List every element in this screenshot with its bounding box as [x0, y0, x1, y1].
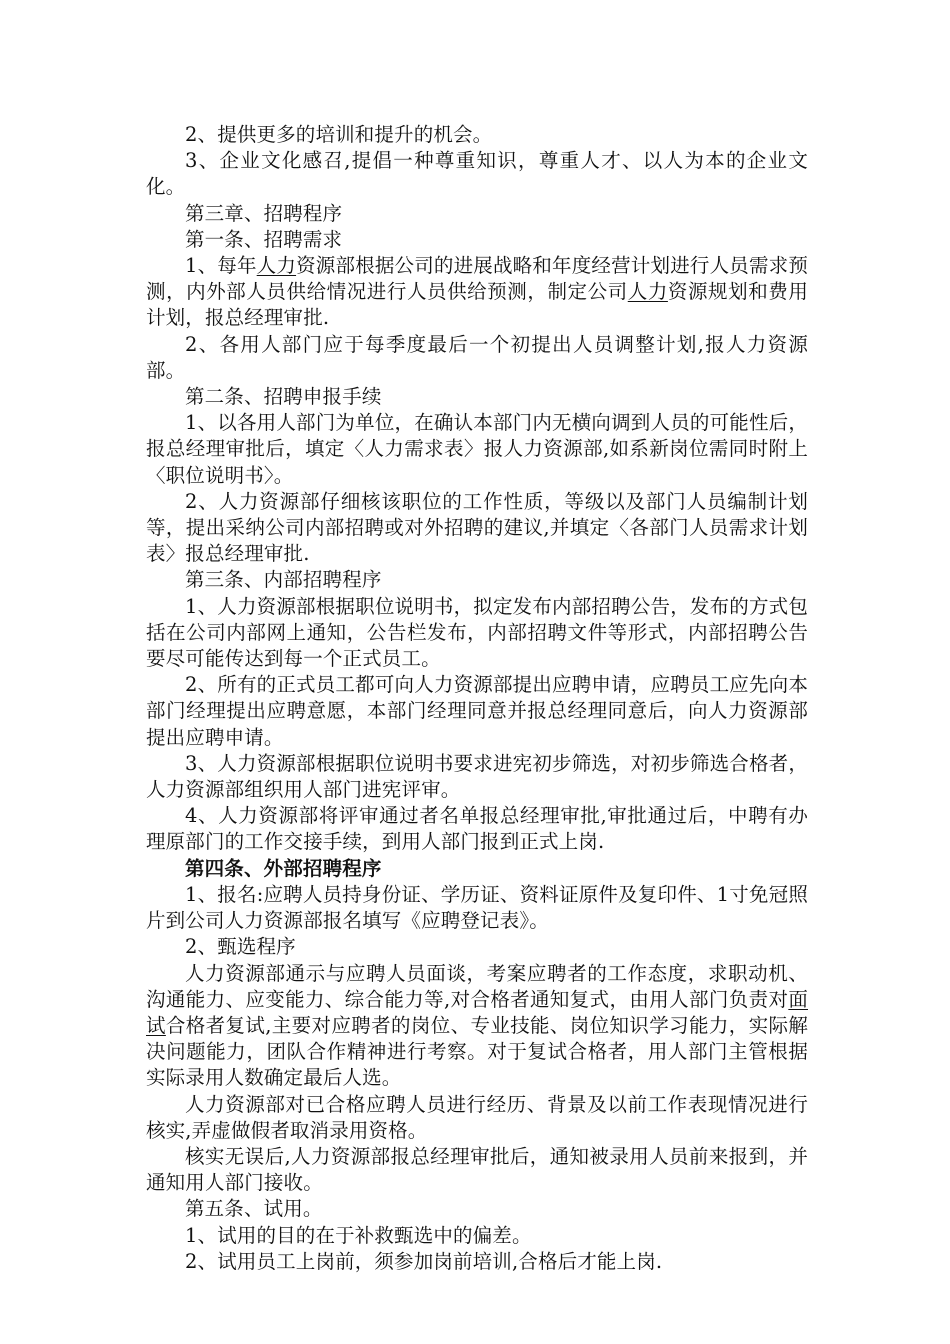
document-paragraph: [146, 882, 808, 934]
document-paragraph: [146, 201, 808, 227]
document-paragraph: [146, 122, 808, 148]
text-run: 核实无误后,人力资源部报总经理审批后，通知被录用人员前来报到，并通知用人部门接收。: [146, 1144, 808, 1195]
text-run: 第四条、外部招聘程序: [185, 856, 382, 880]
document-paragraph: [146, 934, 808, 960]
text-run: 1、以各用人部门为单位，在确认本部门内无横向调到人员的可能性后，报总经理审批后，填定〈人力需求表〉报人力资源部,如系新岗位需同时附上〈职位说明书〉。: [146, 411, 808, 487]
text-run: 合格者复试,主要对应聘者的岗位、专业技能、岗位知识学习能力，实际解决问题能力，团队合作精神进行考察。对于复试合格者，用人部门主管根据实际录用人数确定最后人选。: [146, 1013, 808, 1090]
text-run: 4、人力资源部将评审通过者名单报总经理审批,审批通过后，中聘有办理原部门的工作交接手续，到用人部门报到正式上岗.: [146, 804, 808, 854]
document-paragraph: [146, 253, 808, 332]
document-paragraph: [146, 803, 808, 855]
text-run: 第三章、招聘程序: [185, 201, 343, 225]
text-run: 第三条、内部招聘程序: [185, 568, 382, 592]
text-run: 2、人力资源部仔细核该职位的工作性质，等级以及部门人员编制计划等，提出采纳公司内部招聘或对外招聘的建议,并填定〈各部门人员需求计划表〉报总经理审批.: [146, 489, 808, 566]
document-paragraph: [146, 227, 808, 253]
document-paragraph: [146, 1092, 808, 1144]
document-paragraph: [146, 1223, 808, 1249]
underlined-term: 人力: [256, 254, 297, 278]
document-body: [146, 122, 808, 1275]
document-paragraph: [146, 410, 808, 489]
text-run: 资源规划和费用计划，报总经理审批.: [146, 280, 808, 330]
text-run: 第一条、招聘需求: [185, 227, 343, 251]
document-paragraph: [146, 384, 808, 410]
document-paragraph: [146, 489, 808, 568]
document-paragraph: [146, 594, 808, 673]
text-run: 1、人力资源部根据职位说明书，拟定发布内部招聘公告，发布的方式包括在公司内部网上通知，公告栏发布，内部招聘文件等形式，内部招聘公告要尽可能传达到每一个正式员工。: [146, 594, 808, 671]
text-run: 人力资源部对已合格应聘人员进行经历、背景及以前工作表现情况进行核实,弄虚做假者取消录用资格。: [146, 1092, 808, 1142]
text-run: 2、各用人部门应于每季度最后一个初提出人员调整计划,报人力资源部。: [146, 332, 808, 382]
text-run: 第五条、试用。: [185, 1197, 323, 1221]
text-run: 资源部根据公司的进展战略和年度经营计划进行人员需求预测，内外部人员供给情况进行人员供给预测，制定公司: [146, 254, 808, 304]
text-run: 2、试用员工上岗前，须参加岗前培训,合格后才能上岗.: [185, 1249, 663, 1273]
document-paragraph: [146, 332, 808, 384]
text-run: 2、甄选程序: [185, 935, 296, 959]
underlined-term: 面试: [146, 987, 808, 1037]
underlined-term: 人力: [627, 280, 668, 304]
text-run: 人力资源部通示与应聘人员面谈，考案应聘者的工作态度，求职动机、沟通能力、应变能力、综合能力等,对合格者通知复式，由用人部门负责对: [146, 961, 808, 1011]
document-paragraph: [146, 751, 808, 803]
document-paragraph: [146, 1249, 808, 1275]
text-run: 1、报名:应聘人员持身份证、学历证、资料证原件及复印件、1寸免冠照片到公司人力资源部报名填写《应聘登记表》。: [146, 882, 808, 933]
text-run: 1、每年: [185, 254, 257, 278]
document-paragraph: [146, 1144, 808, 1196]
document-paragraph: [146, 672, 808, 751]
section-heading: [146, 856, 808, 882]
document-paragraph: [146, 1196, 808, 1222]
text-run: 第二条、招聘申报手续: [185, 385, 382, 409]
text-run: 2、提供更多的培训和提升的机会。: [185, 123, 493, 146]
text-run: 2、所有的正式员工都可向人力资源部提出应聘申请，应聘员工应先向本部门经理提出应聘意愿，本部门经理同意并报总经理同意后，向人力资源部提出应聘申请。: [146, 673, 808, 749]
document-paragraph: [146, 961, 808, 1092]
text-run: 1、试用的目的在于补救甄选中的偏差。: [185, 1223, 532, 1247]
text-run: 3、企业文化感召,提倡一种尊重知识，尊重人才、以人为本的企业文化。: [146, 149, 808, 199]
text-run: 3、人力资源部根据职位说明书要求进宪初步筛选，对初步筛选合格者，人力资源部组织用人部门进宪评审。: [146, 751, 808, 802]
document-paragraph: [146, 567, 808, 593]
document-paragraph: [146, 148, 808, 200]
